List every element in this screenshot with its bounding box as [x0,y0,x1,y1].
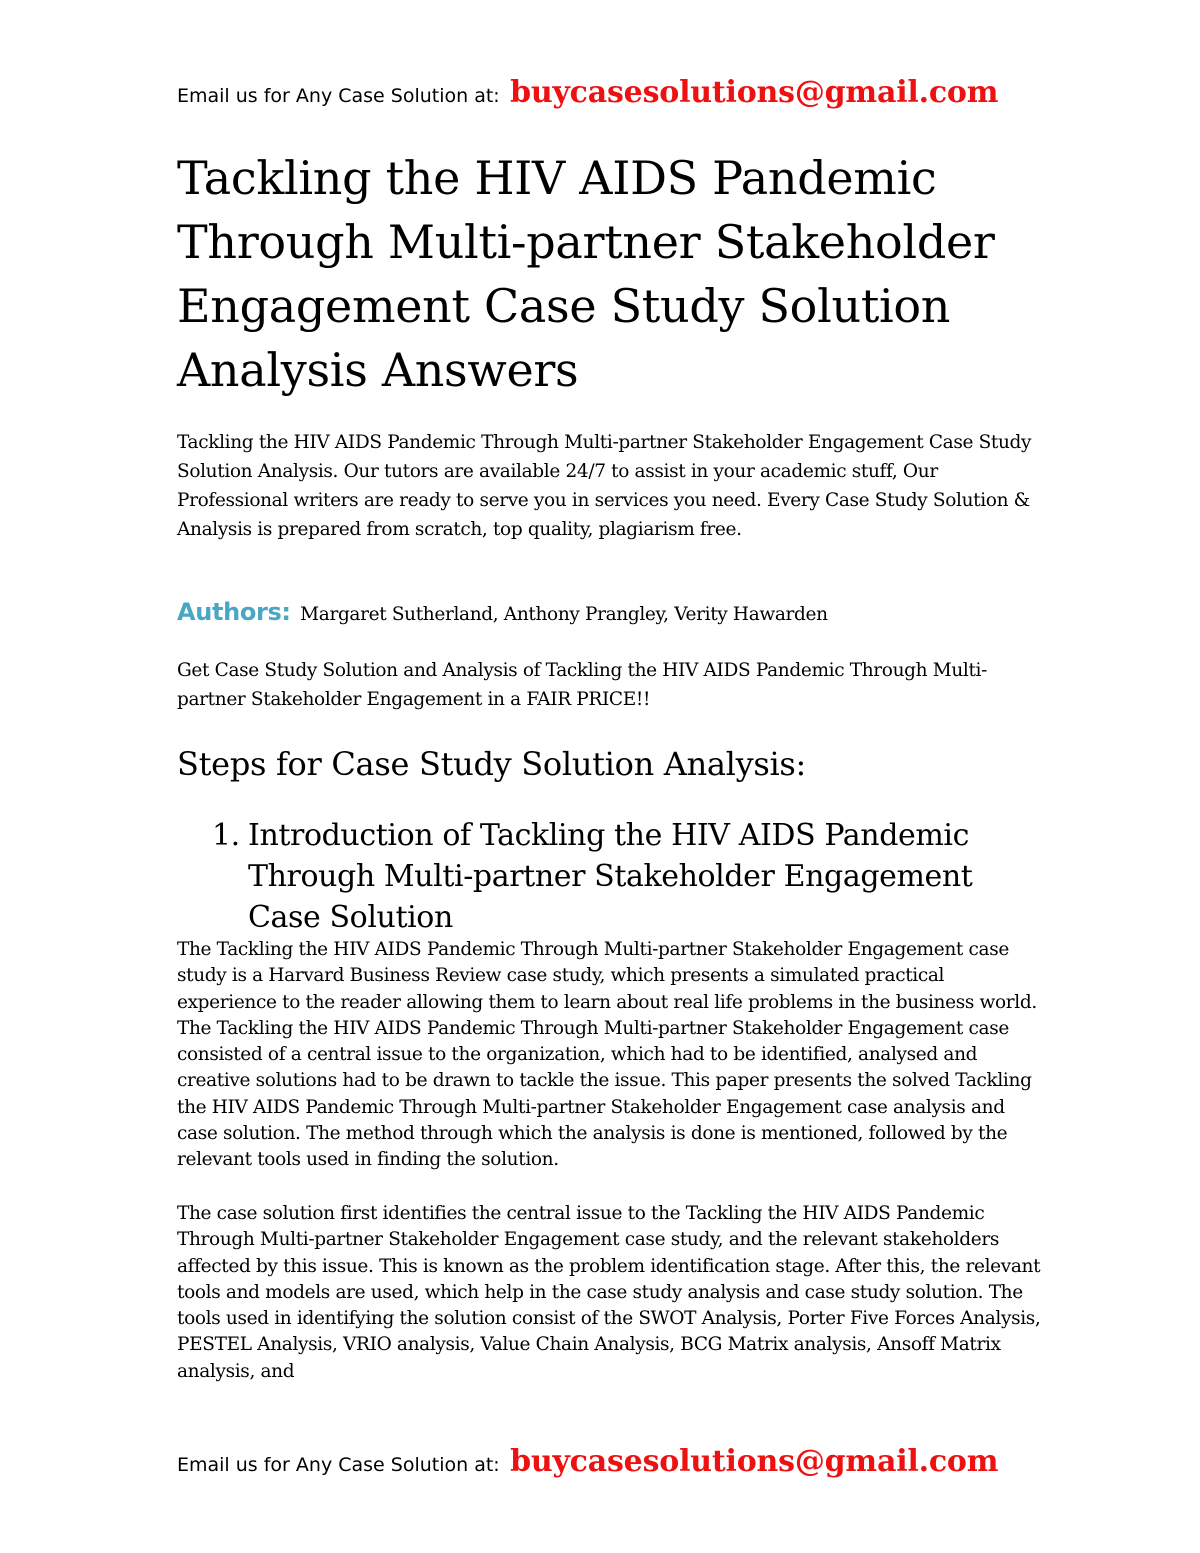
get-solution-paragraph: Get Case Study Solution and Analysis of Tackling the HIV AIDS Pandemic Through Multi-partner Stakeholder Engagement in a FAIR PRICE!! [177,660,988,710]
body-paragraph: The Tackling the HIV AIDS Pandemic Through Multi-partner Stakeholder Engagement case study is a Harvard Business Review case study, which presents a simulated practical experience to the reader allowing them to learn about real life problems in the business world. The Tackling the HIV AIDS Pandemic Through Multi-partner Stakeholder Engagement case consisted of a central issue to the organization, which had to be identified, analysed and creative solutions had to be drawn to tackle the issue. This paper presents the solved Tackling the HIV AIDS Pandemic Through Multi-partner Stakeholder Engagement case analysis and case solution. The method through which the analysis is done is mentioned, followed by the relevant tools used in finding the solution. [177,939,1037,1171]
intro-paragraph: Tackling the HIV AIDS Pandemic Through Multi-partner Stakeholder Engagement Case Study Solution Analysis. Our tutors are available 24/7 to assist in your academic stuff, Our Professional writers are ready to serve you in services you need. Every Case Study Solution & Analysis is prepared from scratch, top quality, plagiarism free. [177,432,1032,540]
document-title: Tackling the HIV AIDS Pandemic Through Multi-partner Stakeholder Engagement Case Study Solution Analysis Answers [177,151,995,397]
step-title: Introduction of Tackling the HIV AIDS Pandemic Through Multi-partner Stakeholder Engagement Case Solution [248,818,973,935]
authors-names: Margaret Sutherland, Anthony Prangley, Verity Hawarden [300,604,828,625]
footer-email-line [177,1444,1077,1480]
footer-email-label: Email us for Any Case Solution at: [177,1454,500,1476]
header-email-label: Email us for Any Case Solution at: [177,85,500,107]
step-number: 1. [212,818,240,853]
footer-email-link[interactable]: buycasesolutions@gmail.com [510,1444,999,1479]
header-email-line [177,75,1077,111]
authors-label: Authors: [177,598,291,626]
step-item [212,815,1032,938]
authors-line [177,595,1047,632]
body-paragraph: The case solution first identifies the central issue to the Tackling the HIV AIDS Pandemic Through Multi-partner Stakeholder Engagement case study, and the relevant stakeholders affected by this issue. This is known as the problem identification stage. After this, the relevant tools and models are used, which help in the case study analysis and case study solution. The tools used in identifying the solution consist of the SWOT Analysis, Porter Five Forces Analysis, PESTEL Analysis, VRIO analysis, Value Chain Analysis, BCG Matrix analysis, Ansoff Matrix analysis, and [177,1203,1041,1382]
steps-heading: Steps for Case Study Solution Analysis: [177,745,807,783]
header-email-link[interactable]: buycasesolutions@gmail.com [510,75,999,110]
